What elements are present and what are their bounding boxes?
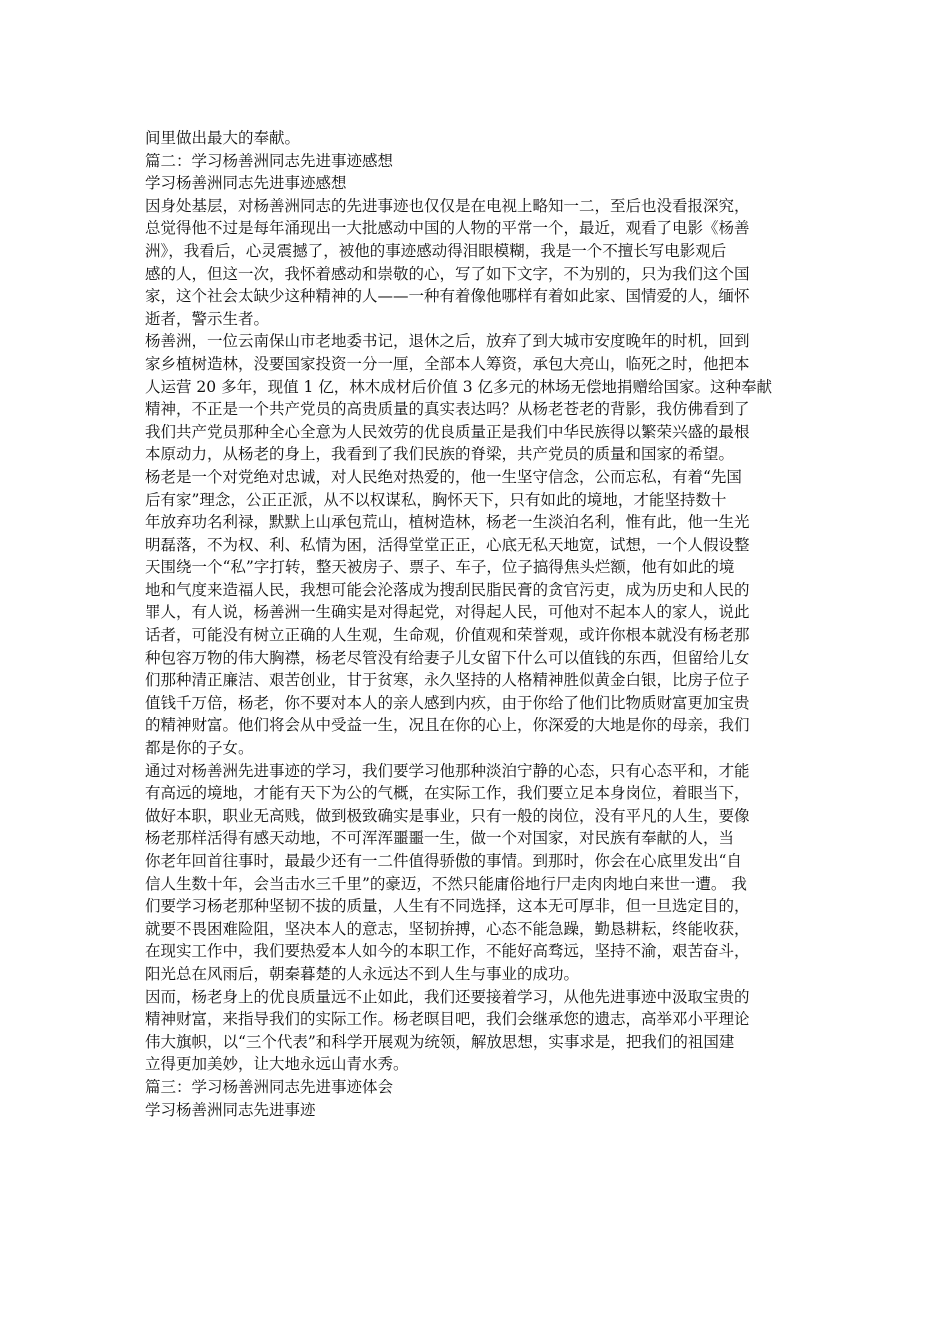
paragraph-p5 bbox=[145, 466, 807, 760]
paragraph-p8 bbox=[145, 1076, 807, 1099]
text-line: 精神财富，来指导我们的实际工作。杨老暝目吧，我们会继承您的遗志，高举邓小平理论 bbox=[145, 1010, 750, 1029]
text-line: 伟大旗帜，以“三个代表”和科学开展观为统领，解放思想，实事求是，把我们的祖国建 bbox=[145, 1032, 735, 1051]
text-line: 天围绕一个“私”字打转，整天被房子、票子、车子，位子搞得焦头烂额，他有如此的境 bbox=[145, 558, 735, 577]
text-line: 你老年回首往事时，最最少还有一二件值得骄傲的事情。到那时，你会在心底里发出“自 bbox=[145, 852, 742, 870]
paragraph-p3 bbox=[145, 195, 807, 331]
text-line: 阳光总在风雨后，朝秦暮楚的人永远达不到人生与事业的成功。 bbox=[145, 964, 580, 983]
paragraph-p7 bbox=[145, 986, 807, 1076]
text-line: 有高远的境地，才能有天下为公的气概，在实际工作，我们要立足本身岗位，着眼当下， bbox=[145, 784, 750, 803]
text-line: 学习杨善洲同志先进事迹感想 bbox=[145, 174, 347, 193]
text-line: 杨善洲，一位云南保山市老地委书记，退休之后，放弃了到大城市安度晚年的时机，回到 bbox=[145, 332, 750, 351]
text-line: 明磊落，不为权、利、私情为困，活得堂堂正正，心底无私天地宽，试想，一个人假设整 bbox=[145, 535, 750, 554]
paragraph-p2 bbox=[145, 172, 807, 195]
text-line: 家，这个社会太缺少这种精神的人——一种有着像他哪样有着如此家、国情爱的人，缅怀 bbox=[145, 287, 750, 306]
text-line: 做好本职，职业无高贱，做到极致确实是事业，只有一般的岗位，没有平凡的人生，要像 bbox=[145, 806, 750, 825]
paragraph-p1 bbox=[145, 150, 807, 173]
text-line: 的精神财富。他们将会从中受益一生，况且在你的心上，你深爱的大地是你的母亲，我们 bbox=[145, 716, 750, 735]
text-line: 们要学习杨老那种坚韧不拔的质量，人生有不同选择，这本无可厚非，但一旦选定目的， bbox=[145, 897, 750, 916]
text-line: 学习杨善洲同志先进事迹 bbox=[145, 1100, 316, 1119]
text-line: 感的人，但这一次，我怀着感动和崇敬的心，写了如下文字，不为别的，只为我们这个国 bbox=[145, 264, 750, 283]
text-line: 立得更加美妙，让大地永远山青水秀。 bbox=[145, 1055, 409, 1074]
text-line: 精神，不正是一个共产党员的高贵质量的真实表达吗？从杨老苍老的背影，我仿佛看到了 bbox=[145, 400, 750, 419]
text-line: 逝者，警示生者。 bbox=[145, 309, 270, 328]
text-line: 家乡植树造林，没要国家投资一分一厘，全部本人筹资，承包大亮山，临死之时，他把本 bbox=[145, 354, 750, 373]
text-line: 总觉得他不过是每年涌现出一大批感动中国的人物的平常一个，最近，观看了电影《杨善 bbox=[145, 219, 750, 238]
text-line: 人运营 20 多年，现值 1 亿，林木成材后价值 3 亿多元的林场无偿地捐赠给国家。这种奉献 bbox=[145, 377, 773, 396]
text-line: 在现实工作中，我们要热爱本人如今的本职工作，不能好高骛远，坚持不渝，艰苦奋斗， bbox=[145, 942, 750, 961]
text-line: 篇三：学习杨善洲同志先进事迹体会 bbox=[145, 1077, 394, 1096]
text-line: 通过对杨善洲先进事迹的学习，我们要学习他那种淡泊宁静的心态，只有心态平和，才能 bbox=[145, 761, 750, 780]
text-line: 篇二：学习杨善洲同志先进事迹感想 bbox=[145, 151, 394, 170]
text-line: 杨老是一个对党绝对忠诚，对人民绝对热爱的，他一生坚守信念，公而忘私，有着“先国 bbox=[145, 467, 742, 486]
text-line: 都是你的子女。 bbox=[145, 739, 254, 758]
text-line: 后有家”理念，公正正派，从不以权谋私，胸怀天下，只有如此的境地，才能坚持数十 bbox=[145, 490, 727, 509]
paragraph-p0 bbox=[145, 127, 807, 150]
document-body bbox=[145, 127, 807, 1121]
paragraph-p4 bbox=[145, 330, 807, 466]
text-line: 因身处基层，对杨善洲同志的先进事迹也仅仅是在电视上略知一二，至后也没看报深究， bbox=[145, 196, 750, 215]
text-line: 地和气度来造福人民，我想可能会沦落成为搜刮民脂民膏的贪官污吏，成为历史和人民的 bbox=[145, 580, 750, 599]
paragraph-p6 bbox=[145, 760, 807, 986]
text-line: 话者，可能没有树立正确的人生观，生命观，价值观和荣誉观，或许你根本就没有杨老那 bbox=[145, 626, 750, 645]
text-line: 就要不畏困难险阻，坚决本人的意志，坚韧拚搏，心态不能急躁，勤恳耕耘，终能收获， bbox=[145, 919, 750, 938]
text-line: 间里做出最大的奉献。 bbox=[145, 129, 301, 147]
paragraph-p9 bbox=[145, 1099, 807, 1122]
text-line: 罪人，有人说，杨善洲一生确实是对得起党，对得起人民，可他对不起本人的家人，说此 bbox=[145, 603, 750, 622]
text-line: 本原动力，从杨老的身上，我看到了我们民族的脊梁，共产党员的质量和国家的希望。 bbox=[145, 445, 735, 464]
text-line: 我们共产党员那种全心全意为人民效劳的优良质量正是我们中华民族得以繁荣兴盛的最根 bbox=[145, 422, 750, 441]
text-line: 洲》，我看后，心灵震撼了，被他的事迹感动得泪眼模糊，我是一个不擅长写电影观后 bbox=[145, 241, 727, 260]
text-line: 年放弃功名利禄，默默上山承包荒山，植树造林，杨老一生淡泊名利，惟有此，他一生光 bbox=[145, 513, 750, 532]
text-line: 杨老那样活得有感天动地，不可浑浑噩噩一生，做一个对国家，对民族有奉献的人，当 bbox=[145, 829, 735, 848]
text-line: 因而，杨老身上的优良质量远不止如此，我们还要接着学习，从他先进事迹中汲取宝贵的 bbox=[145, 987, 750, 1006]
text-line: 们那种清正廉洁、艰苦创业，甘于贫寒，永久坚持的人格精神胜似黄金白银，比房子位子 bbox=[145, 671, 750, 690]
text-line: 种包容万物的伟大胸襟，杨老尽管没有给妻子儿女留下什么可以值钱的东西，但留给儿女 bbox=[145, 648, 750, 667]
text-line: 信人生数十年，会当击水三千里”的豪迈，不然只能庸俗地行尸走肉肉地白来世一遭。 我 bbox=[145, 874, 747, 893]
text-line: 值钱千万倍，杨老，你不要对本人的亲人感到内疚，由于你给了他们比物质财富更加宝贵 bbox=[145, 693, 750, 712]
